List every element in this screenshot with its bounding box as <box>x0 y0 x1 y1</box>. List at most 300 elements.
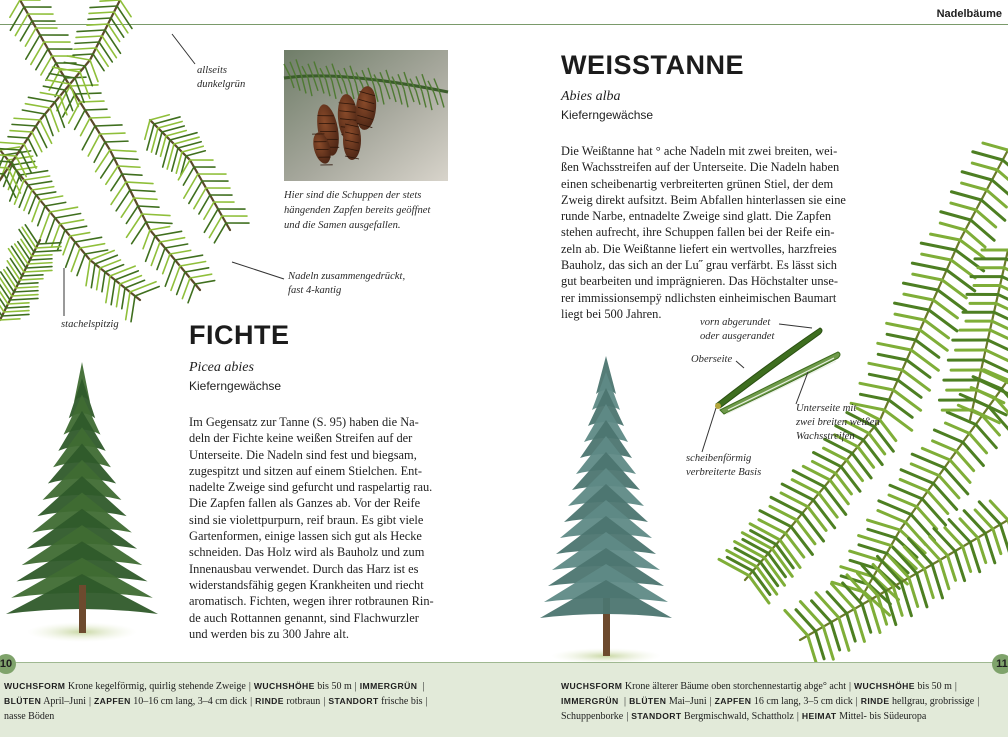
needle <box>869 374 897 380</box>
needle <box>26 35 40 59</box>
needle <box>735 548 760 562</box>
needle <box>143 230 150 249</box>
needle <box>126 206 138 223</box>
needle <box>77 30 105 32</box>
needle <box>962 183 987 190</box>
fact-value: frische bis <box>381 696 423 707</box>
needle <box>14 291 38 292</box>
body-line: rer immissionsempÿ ndlichsten einheimischen Baumart <box>561 290 837 305</box>
facts-line <box>561 679 1001 694</box>
fact-separator: | <box>977 696 980 707</box>
fact-separator: | <box>855 696 858 707</box>
needle <box>80 244 105 248</box>
facts-line <box>4 694 454 709</box>
needle <box>36 192 56 195</box>
needle <box>889 495 917 507</box>
annotation-line: allseits <box>197 65 228 76</box>
needle <box>854 609 864 641</box>
needle <box>933 441 957 451</box>
needle <box>126 292 130 320</box>
body-line: Innenausbau verwendet. Durch das Harz ist es <box>189 561 419 576</box>
needle <box>931 234 960 240</box>
needle <box>941 212 971 220</box>
needle <box>57 230 65 251</box>
needle <box>808 507 826 531</box>
needle <box>186 151 205 156</box>
facts-line <box>4 679 454 694</box>
needle <box>189 181 202 203</box>
needle <box>10 7 24 30</box>
needle <box>979 502 1000 525</box>
needle <box>934 430 962 442</box>
needle <box>105 141 128 142</box>
needle <box>1000 524 1008 554</box>
needle <box>74 48 96 49</box>
needle <box>70 85 98 86</box>
needle <box>12 295 38 296</box>
needle <box>102 272 105 292</box>
needle <box>85 250 108 254</box>
annotation-vorn-abgerundet <box>700 316 774 344</box>
annotation-line: Unterseite mit <box>796 403 857 414</box>
annotation-stachelspitzig: stachelspitzig <box>61 319 119 330</box>
fact-key: STANDORT <box>631 711 682 721</box>
needle <box>987 190 1007 207</box>
fact-key: ZAPFEN <box>94 696 131 706</box>
needle <box>24 176 50 180</box>
needle <box>157 248 165 270</box>
needle <box>743 539 768 553</box>
needle <box>138 206 159 207</box>
needle <box>32 255 52 256</box>
fact-value: Mai–Juni <box>668 696 707 707</box>
needle <box>869 363 902 370</box>
needle <box>30 259 52 260</box>
fact-value: bis 50 m <box>317 681 352 692</box>
facts-fichte <box>4 679 454 724</box>
body-line: zugespitzt und sitzen auf einem Stielchen. Ent- <box>189 463 422 478</box>
cone-photo <box>284 50 448 181</box>
needle <box>14 118 40 120</box>
annotation-line: oder ausgerandet <box>700 331 775 342</box>
fact-value: 16 cm lang, 3–5 cm dick <box>753 696 853 707</box>
needle <box>986 350 1008 363</box>
needle <box>88 18 111 19</box>
needle <box>813 500 834 528</box>
needle <box>100 0 120 1</box>
needle <box>917 573 927 606</box>
needle <box>878 511 906 523</box>
needle <box>81 118 90 136</box>
needle <box>95 125 122 126</box>
needle <box>921 243 955 250</box>
needle <box>156 132 162 154</box>
needle <box>131 296 135 322</box>
body-line: zeln ab. Die Weißtanne liefert ein wertvolles, harzfreies <box>561 241 837 256</box>
needle <box>91 264 95 288</box>
needle <box>36 247 61 248</box>
body-line: nadelte Zweige sind gefurcht und raspelartig rau. <box>189 480 433 495</box>
branch-stem <box>0 0 120 180</box>
needle <box>182 146 203 152</box>
needle <box>204 202 214 219</box>
needle <box>0 166 8 168</box>
needle <box>978 538 986 563</box>
needle <box>913 274 942 280</box>
needle <box>860 383 893 390</box>
needle <box>940 223 965 230</box>
annotation-line: Nadeln zusammengedrückt, <box>288 271 406 282</box>
needle <box>87 24 108 25</box>
family-name-weisstanne: Kieferngewächse <box>561 108 654 122</box>
needle <box>70 84 78 107</box>
needle <box>802 513 823 541</box>
needle <box>12 161 35 165</box>
needle <box>16 167 37 170</box>
needle <box>976 210 996 227</box>
needle <box>0 154 16 156</box>
needle <box>862 604 871 632</box>
needle <box>77 254 85 276</box>
fact-key: ZAPFEN <box>714 696 752 706</box>
needle <box>727 557 752 571</box>
body-line: widerstandsfähig gegen Krankheiten und riecht <box>189 577 424 592</box>
fact-separator: | <box>250 696 253 707</box>
needle <box>32 187 54 190</box>
needle <box>146 222 172 223</box>
needle <box>55 78 65 97</box>
fact-separator: | <box>422 681 425 692</box>
needle <box>932 564 942 597</box>
needle <box>34 250 61 252</box>
needle <box>819 493 837 517</box>
fact-key: WUCHSFORM <box>561 681 623 691</box>
latin-name-fichte: Picea abies <box>189 360 254 375</box>
fact-key: WUCHSHÖHE <box>854 681 915 691</box>
needle <box>100 133 125 134</box>
needle <box>934 528 955 551</box>
needle <box>983 143 1008 150</box>
needle <box>868 520 900 530</box>
needle <box>31 42 44 64</box>
needle <box>955 551 964 581</box>
fir-tree-illustration <box>540 356 672 662</box>
annotation-dunkelgruen <box>197 64 245 92</box>
needle <box>985 533 994 563</box>
needle <box>912 263 946 270</box>
needle <box>111 182 126 204</box>
needle <box>956 451 973 471</box>
needle <box>175 255 203 260</box>
needle <box>868 529 896 538</box>
body-line: Die Weißtanne hat ° ache Nadeln mit zwei breiten, wei- <box>561 144 838 158</box>
needle <box>88 134 100 156</box>
facts-line <box>4 709 454 724</box>
needle <box>75 78 84 102</box>
needle <box>165 244 188 248</box>
fact-separator: | <box>354 681 357 692</box>
fact-separator: | <box>709 696 712 707</box>
needle <box>60 220 84 224</box>
annotation-line: dunkelgrün <box>197 79 246 90</box>
needle <box>887 323 920 330</box>
fact-separator: | <box>88 696 91 707</box>
needle <box>895 303 929 310</box>
needle <box>797 520 815 544</box>
fact-separator: | <box>624 696 627 707</box>
needle <box>924 569 933 598</box>
needle <box>182 278 190 299</box>
needle <box>190 274 212 278</box>
needle <box>150 115 169 120</box>
needle <box>134 198 157 199</box>
fact-separator: | <box>323 696 326 707</box>
body-line: runde Narbe, entnadelte Zweige sind glatt. Die Zapfen <box>561 209 832 224</box>
fact-value: Mittel- bis Südeuropa <box>839 711 927 722</box>
needle <box>860 394 888 400</box>
needle <box>800 602 823 627</box>
fact-key: RINDE <box>860 696 890 706</box>
needle <box>184 174 198 198</box>
needle <box>130 190 155 191</box>
needle <box>116 284 120 307</box>
needle <box>8 303 29 304</box>
needle <box>188 284 195 303</box>
needle <box>180 262 206 266</box>
fact-key: IMMERGRÜN <box>359 681 418 691</box>
needle <box>162 126 184 132</box>
annotation-line: vorn abgerundet <box>700 317 771 328</box>
needle <box>963 547 971 572</box>
needle <box>114 12 128 33</box>
needle <box>823 627 833 659</box>
needle <box>163 254 170 274</box>
needle <box>909 578 918 607</box>
fact-key: WUCHSHÖHE <box>253 681 315 691</box>
species-title-weisstanne: WEISSTANNE <box>561 50 745 80</box>
needle <box>847 613 856 641</box>
needle <box>110 266 135 276</box>
needle <box>70 233 90 236</box>
needle <box>10 298 38 300</box>
needle <box>933 483 956 509</box>
needle <box>102 36 116 58</box>
fact-value: April–Juni <box>43 696 86 707</box>
fact-separator: | <box>248 681 251 692</box>
facts-weisstanne <box>561 679 1001 724</box>
fact-value: 10–16 cm lang, 3–4 cm dick <box>133 696 248 707</box>
needle <box>185 268 209 272</box>
needle <box>195 281 215 284</box>
body-line: Die Zapfen fallen als Ganzes ab. Vor der Reife <box>189 496 421 511</box>
fact-separator: | <box>954 681 957 692</box>
needle <box>4 311 29 312</box>
annotation-nadeln <box>288 270 405 298</box>
caption-line: hängenden Zapfen bereits geöffnet <box>284 205 431 216</box>
annotation-line: zwei breiten weißen <box>796 417 880 428</box>
caption-line: und die Samen ausgefallen. <box>284 220 401 231</box>
needle <box>65 226 87 230</box>
needle <box>0 319 20 320</box>
needle <box>130 282 156 292</box>
fact-value: Schuppenborke <box>561 711 624 722</box>
needle <box>922 499 945 525</box>
annotation-unterseite <box>796 402 880 444</box>
page-number-left: 10 <box>0 654 16 674</box>
needle <box>96 48 108 66</box>
needle <box>114 158 138 159</box>
fact-key: WUCHSFORM <box>4 681 66 691</box>
needle <box>22 110 45 114</box>
needle <box>38 206 45 226</box>
needle <box>155 231 182 236</box>
needle <box>922 448 950 460</box>
body-text-fichte <box>189 414 459 642</box>
annotation-oberseite: Oberseite <box>691 354 733 365</box>
needle <box>900 479 928 491</box>
needle <box>922 254 951 260</box>
needle <box>808 636 818 662</box>
needle <box>893 587 902 616</box>
needle <box>99 42 112 62</box>
footer-rule <box>0 662 1008 663</box>
needle <box>90 6 117 8</box>
needle <box>859 536 891 546</box>
latin-name-weisstanne: Abies alba <box>561 89 621 104</box>
needle <box>71 248 80 271</box>
needle <box>824 487 845 515</box>
fact-key: HEIMAT <box>801 711 837 721</box>
fact-value: nasse Böden <box>4 711 55 722</box>
fact-key: IMMERGRÜN <box>561 696 619 706</box>
body-line: aromatisch. Fichten, wegen ihrer rotbraunen Rin- <box>189 594 434 609</box>
needle <box>46 63 56 80</box>
needle <box>949 520 970 543</box>
needle <box>791 527 812 555</box>
body-line: Im Gegensatz zur Tanne (S. 95) haben die Na- <box>189 415 419 429</box>
needle <box>0 161 12 162</box>
section-label: Nadelbäume <box>936 8 1002 20</box>
needle <box>111 280 115 305</box>
annotation-line: fast 4-kantig <box>288 285 342 296</box>
body-text-weisstanne <box>561 143 871 322</box>
needle <box>46 218 55 242</box>
fact-key: BLÜTEN <box>629 696 667 706</box>
body-line: liegt bei 500 Jahren. <box>561 306 662 321</box>
fact-value: hellgrau, grobrissige <box>892 696 975 707</box>
annotation-basis <box>686 452 761 480</box>
body-line: stehen aufrecht, ihre Schuppen fallen bei der Reife ein- <box>561 225 835 240</box>
needle <box>973 152 1003 160</box>
needle <box>75 237 102 242</box>
needle <box>118 166 140 167</box>
needle <box>151 242 160 265</box>
fact-value: Bergmischwald, Schattholz <box>684 711 794 722</box>
needle <box>43 86 65 90</box>
needle <box>150 227 170 230</box>
body-line: schneiden. Das Holz wird als Bauholz und zum <box>189 545 425 560</box>
needle <box>126 182 153 184</box>
needle <box>945 423 969 433</box>
needle <box>944 468 967 494</box>
needle <box>106 276 110 303</box>
needle <box>85 109 107 110</box>
facts-line <box>561 694 1001 709</box>
body-line: de auch Rottannen genannt, sind Flachwurzler <box>189 610 419 625</box>
needle <box>50 108 59 131</box>
photo-caption <box>284 188 430 233</box>
body-line: Unterseite. Die Nadeln sind fest und biegsam, <box>189 447 417 462</box>
needle <box>903 283 937 290</box>
body-line: und werden bis zu 300 Jahre alt. <box>189 626 350 641</box>
spruce-tree-illustration <box>6 362 158 642</box>
needle <box>90 60 98 82</box>
needle <box>142 214 170 216</box>
needle <box>170 250 191 254</box>
needle <box>55 214 81 218</box>
needle <box>841 467 860 492</box>
needle <box>8 156 33 160</box>
needle <box>45 202 66 206</box>
needle <box>111 18 124 37</box>
needle <box>28 263 52 264</box>
fact-value: Krone älterer Bäume oben storchennestartig abge° acht <box>624 681 847 692</box>
needle <box>105 30 120 53</box>
needle <box>24 270 52 272</box>
needle <box>785 610 808 635</box>
family-name-fichte: Kieferngewächse <box>189 379 282 393</box>
needle <box>970 542 979 572</box>
needle <box>73 54 93 55</box>
needle <box>951 192 981 200</box>
needle <box>0 142 24 144</box>
annotation-line: scheibenförmig <box>686 453 752 464</box>
needle <box>16 287 38 288</box>
needle <box>878 354 906 360</box>
needle <box>40 120 52 143</box>
needle <box>122 174 142 175</box>
needle <box>964 511 985 534</box>
needle <box>852 453 871 478</box>
body-line: sind sie violettpurpurn, reif braun. Es gibt viele <box>189 512 424 527</box>
needle <box>28 97 55 102</box>
caption-line: Hier sind die Schuppen der stets <box>284 190 422 201</box>
fact-separator: | <box>626 711 629 722</box>
needle <box>97 268 100 290</box>
needle <box>86 260 90 286</box>
fact-separator: | <box>849 681 852 692</box>
needle <box>127 214 142 237</box>
needle <box>38 243 61 244</box>
fact-value: Krone kegelförmig, quirlig stehende Zweige <box>67 681 246 692</box>
body-line: Zweig direkt aufsitzt. Beim Abfallen hinterlassen sie eine <box>561 192 846 207</box>
page-number-right: 11 <box>992 654 1008 674</box>
needle <box>28 181 52 185</box>
needle <box>2 314 29 316</box>
needle <box>176 152 182 173</box>
needle <box>940 560 949 589</box>
needle <box>20 279 43 280</box>
fact-key: BLÜTEN <box>4 696 42 706</box>
fact-separator: | <box>796 711 799 722</box>
needle <box>816 631 825 659</box>
needle <box>993 529 1001 554</box>
needle <box>6 307 29 308</box>
needle <box>10 131 32 132</box>
body-line: gut bearbeiten und imprägnieren. Das Höchstalter unse- <box>561 274 838 289</box>
needle <box>177 272 185 295</box>
body-line: einen scheibenartig verbreiterten grünen Stiel, der dem <box>561 176 834 191</box>
